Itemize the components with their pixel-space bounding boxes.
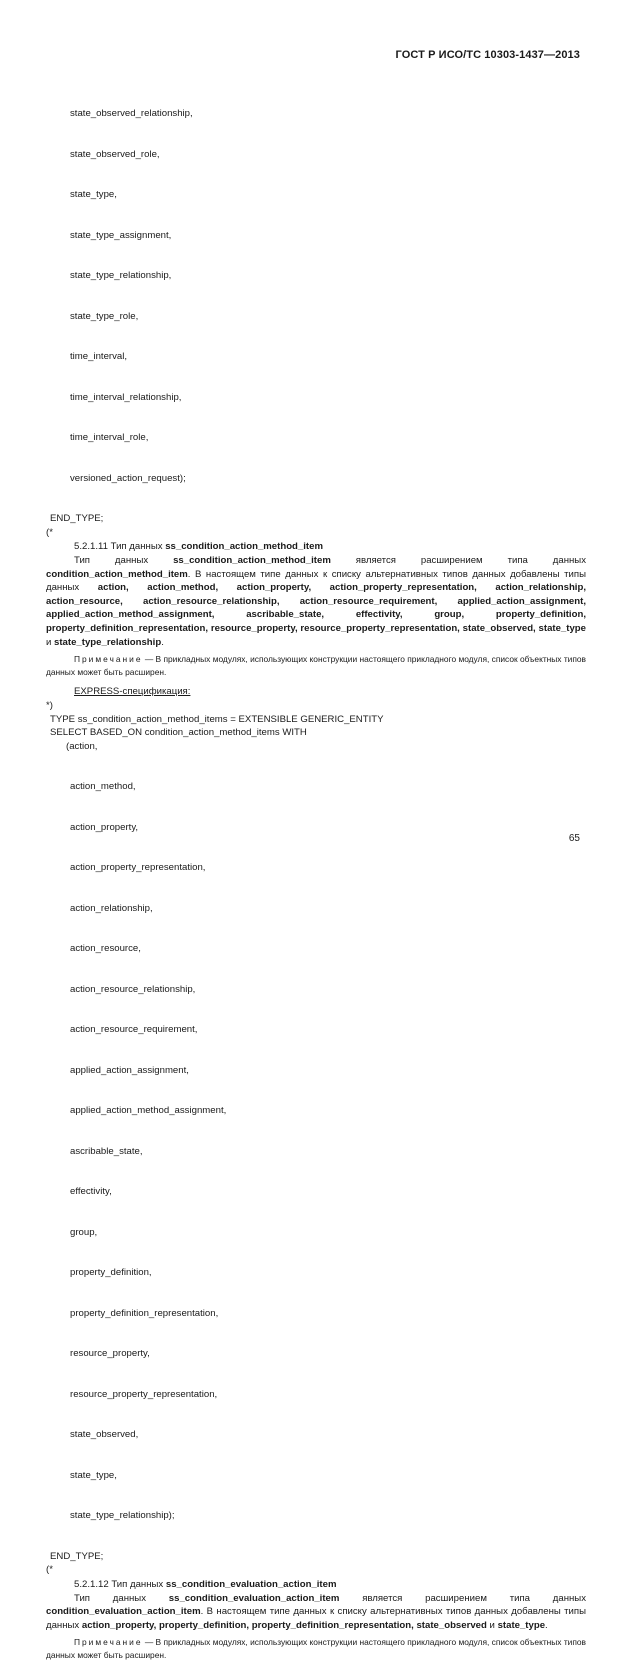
comment-open-2: (* <box>46 1564 53 1576</box>
clause-heading-1 <box>46 540 586 554</box>
list-item: state_type_assignment, <box>70 229 172 241</box>
document-header: ГОСТ Р ИСО/ТС 10303-1437—2013 <box>395 49 580 61</box>
list-item: action_method, <box>70 781 136 793</box>
express-label: EXPRESS-спецификация: <box>74 686 191 698</box>
list-item: effectivity, <box>70 1186 112 1198</box>
list-item: state_type, <box>70 189 117 200</box>
select-declaration: SELECT BASED_ON condition_action_method_items WITH <box>50 727 307 739</box>
note-text: — В прикладных модулях, использующих конструкции настоящего прикладного модуля, список объектных типов данных может быть расширен. <box>46 654 586 678</box>
list-item: action_relationship, <box>70 902 153 914</box>
note-2 <box>46 1636 586 1662</box>
list-item: resource_property_representation, <box>70 1388 218 1400</box>
end-type-2: END_TYPE; <box>50 1550 104 1562</box>
clause-type-name: ss_condition_evaluation_action_item <box>165 1578 337 1590</box>
list-item: time_interval_relationship, <box>70 391 182 403</box>
list-item: state_type, <box>70 1469 117 1481</box>
list-item: applied_action_method_assignment, <box>70 1105 227 1117</box>
list-item: state_type_relationship, <box>70 270 172 281</box>
note-text: — В прикладных модулях, использующих конструкции настоящего прикладного модуля, список объектных типов данных может быть расширен. <box>46 1637 586 1661</box>
end-type-1: END_TYPE; <box>50 513 104 524</box>
list-item: state_observed_relationship, <box>70 108 193 119</box>
list-item: ascribable_state, <box>70 1145 143 1157</box>
select-list-open: (action, <box>66 740 98 752</box>
list-item: action_resource_relationship, <box>70 983 196 995</box>
note-1 <box>46 653 586 679</box>
list-item: group, <box>70 1226 98 1238</box>
type-declaration: TYPE ss_condition_action_method_items = EXTENSIBLE GENERIC_ENTITY <box>50 713 384 725</box>
clause-number: 5.2.1.11 Тип данных <box>74 541 166 552</box>
note-label: Примечание <box>74 654 143 665</box>
comment-close: *) <box>46 700 53 712</box>
list-item: state_observed_role, <box>70 148 160 160</box>
clause-heading-2 <box>46 1578 586 1592</box>
list-item: versioned_action_request); <box>70 472 186 484</box>
list-item: action_property, <box>70 821 139 833</box>
comment-open-1: (* <box>46 526 53 538</box>
list-item: action_resource_requirement, <box>70 1024 198 1036</box>
list-item: action_property_representation, <box>70 862 206 874</box>
list-item: property_definition_representation, <box>70 1307 219 1319</box>
list-item: time_interval, <box>70 351 128 362</box>
list-item: state_type_relationship); <box>70 1510 175 1522</box>
select-list <box>46 753 586 1550</box>
list-item: property_definition, <box>70 1267 152 1279</box>
list-item: state_observed, <box>70 1429 139 1441</box>
select-list-tail <box>46 80 586 512</box>
clause-paragraph-1: Тип данных ss_condition_action_method_item является расширением типа данных condition_action_method_item. В настоящем типе данных к списку альтернативных типов данных добавлены типы данных action, action_method, action_property, action_property_representation, action_relationship, action_resource, action_resource_relationship, action_resource_requirement, applied_action_assignment, applied_action_method_assignment, ascribable_state, effectivity, group, property_definition, property_definition_representation, resource_property, resource_property_representation, state_observed, state_type и state_type_relationship. <box>46 555 587 648</box>
list-item: action_resource, <box>70 943 141 955</box>
list-item: resource_property, <box>70 1348 150 1360</box>
clause-number: 5.2.1.12 Тип данных <box>74 1578 166 1590</box>
list-item: state_type_role, <box>70 310 139 322</box>
clause-paragraph-2: Тип данных ss_condition_evaluation_action_item является расширением типа данных condition_evaluation_action_item. В настоящем типе данных к списку альтернативных типов данных добавлены типы данных action_property, property_definition, property_definition_representation, state_observed и state_type. <box>46 1592 586 1631</box>
page-number: 65 <box>568 833 580 844</box>
note-label: Примечание <box>74 1637 143 1648</box>
list-item: applied_action_assignment, <box>70 1064 189 1076</box>
list-item: time_interval_role, <box>70 432 149 443</box>
clause-type-name: ss_condition_action_method_item <box>165 541 323 552</box>
page-content <box>46 80 586 1662</box>
